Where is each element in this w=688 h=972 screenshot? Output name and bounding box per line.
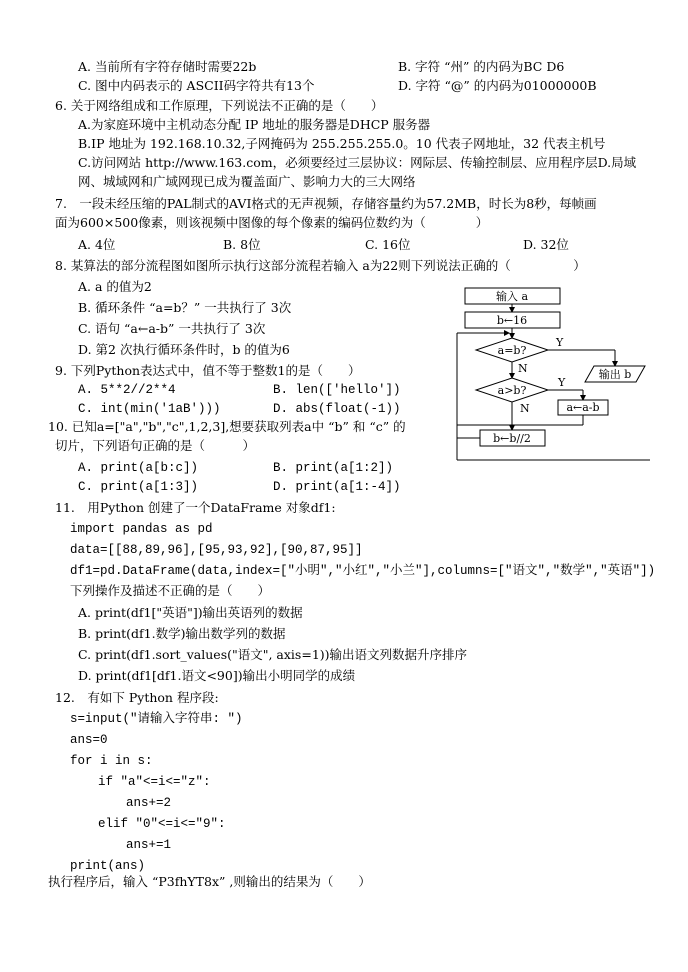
flow-condition-equal-label: a=b? [497, 344, 527, 357]
flow-subtract-label: a←a-b [566, 401, 600, 414]
q12-stem: 12. 有如下 Python 程序段: [55, 690, 219, 705]
q7-stem: 7. 一段未经压缩的PAL制式的AVI格式的无声视频，存储容量约为57.2MB，时长为8秒，每帧画 [55, 196, 597, 211]
q12-code-line-2: ans=0 [70, 733, 108, 747]
q6-option-c-continued: 网、城域网和广域网现已成为覆盖面广、影响力大的三大网络 [78, 174, 416, 189]
q12-code-line-1: s=input("请输入字符串: ") [70, 712, 243, 726]
q6-option-a: A.为家庭环境中主机动态分配 IP 地址的服务器是DHCP 服务器 [78, 117, 431, 132]
q11-code-line-3: df1=pd.DataFrame(data,index=["小明","小红","小兰"],columns=["语文","数学","英语"]) [70, 564, 656, 578]
flow-halve-label: b←b//2 [493, 432, 531, 445]
algorithm-flowchart [450, 280, 660, 462]
q10-option-c: C. print(a[1:3]) [78, 480, 199, 494]
q10-option-b: B. print(a[1:2]) [273, 461, 394, 475]
q12-code-line-3: for i in s: [70, 754, 153, 768]
q12-result-question: 执行程序后，输入 “P3fhYT8x” ,则输出的结果为（ ） [48, 874, 371, 889]
flow-no-1: N [518, 362, 528, 375]
q9-option-a: A. 5**2//2**4 [78, 383, 176, 397]
q11-option-d: D. print(df1[df1.语文<90])输出小明同学的成绩 [78, 668, 356, 683]
q10-option-a: A. print(a[b:c]) [78, 461, 199, 475]
flow-condition-greater-label: a>b? [497, 384, 527, 397]
flow-input-label: 输入 a [495, 290, 529, 303]
q6-option-c: C.访问网站 http://www.163.com，必须要经过三层协议：网际层、传输控制层、应用程序层D.局域 [78, 155, 637, 170]
q10-stem: 10. 已知a=["a","b","c",1,2,3],想要获取列表a中 “b” 和 “c” 的 [48, 419, 406, 434]
q5-option-b: B. 字符 “州” 的内码为BC D6 [398, 59, 565, 74]
q7-option-d: D. 32位 [523, 237, 569, 252]
q9-option-c: C. int(min('1aB'))) [78, 402, 221, 416]
q11-option-a: A. print(df1["英语"])输出英语列的数据 [78, 605, 303, 620]
q10-option-d: D. print(a[1:-4]) [273, 480, 401, 494]
q12-code-line-4: if "a"<=i<="z": [98, 775, 211, 789]
q12-code-line-7: ans+=1 [126, 838, 172, 852]
flow-yes-2: Y [558, 376, 566, 389]
q11-option-b: B. print(df1.数学)输出数学列的数据 [78, 626, 286, 641]
q11-stem: 11. 用Python 创建了一个DataFrame 对象df1: [55, 500, 336, 515]
q9-option-b: B. len(['hello']) [273, 383, 401, 397]
q7-option-a: A. 4位 [78, 237, 116, 252]
q11-code-line-1: import pandas as pd [70, 522, 213, 536]
q8-option-a: A. a 的值为2 [78, 279, 152, 294]
q6-stem: 6. 关于网络组成和工作原理，下列说法不正确的是（ ） [55, 98, 384, 113]
q10-stem-continued: 切片，下列语句正确的是（ ） [55, 438, 256, 453]
q9-stem: 9. 下列Python表达式中，值不等于整数1的是（ ） [55, 363, 361, 378]
q12-code-line-6: elif "0"<=i<="9": [98, 817, 226, 831]
q8-option-d: D. 第2 次执行循环条件时，b 的值为6 [78, 342, 290, 357]
q8-option-c: C. 语句 “a←a-b” 一共执行了 3次 [78, 321, 266, 336]
q8-option-b: B. 循环条件 “a=b？” 一共执行了 3次 [78, 300, 292, 315]
flow-no-2: N [520, 402, 530, 415]
q7-stem-continued: 面为600×500像素，则该视频中图像的每个像素的编码位数约为（ ） [55, 215, 489, 230]
q12-code-line-8: print(ans) [70, 859, 146, 873]
q6-option-b: B.IP 地址为 192.168.10.32,子网掩码为 255.255.255.0。10 代表子网地址，32 代表主机号 [78, 136, 606, 151]
q11-code-line-2: data=[[88,89,96],[95,93,92],[90,87,95]] [70, 543, 363, 557]
q5-option-c: C. 图中内码表示的 ASCII码字符共有13个 [78, 78, 315, 93]
flow-assign-b-label: b←16 [496, 314, 528, 327]
q7-option-b: B. 8位 [223, 237, 261, 252]
flow-yes-1: Y [556, 336, 564, 349]
q11-stem-continued: 下列操作及描述不正确的是（ ） [70, 583, 271, 598]
q11-option-c: C. print(df1.sort_values("语文", axis=1))输出语文列数据升序排序 [78, 647, 468, 662]
q5-option-a: A. 当前所有字符存储时需要22b [78, 59, 257, 74]
q8-stem: 8. 某算法的部分流程图如图所示执行这部分流程若输入 a为22则下列说法正确的（ ） [55, 258, 586, 273]
q9-option-d: D. abs(float(-1)) [273, 402, 401, 416]
q7-option-c: C. 16位 [365, 237, 411, 252]
flow-output-label: 输出 b [598, 368, 632, 381]
q12-code-line-5: ans+=2 [126, 796, 172, 810]
q5-option-d: D. 字符 “@” 的内码为01000000B [398, 78, 597, 93]
